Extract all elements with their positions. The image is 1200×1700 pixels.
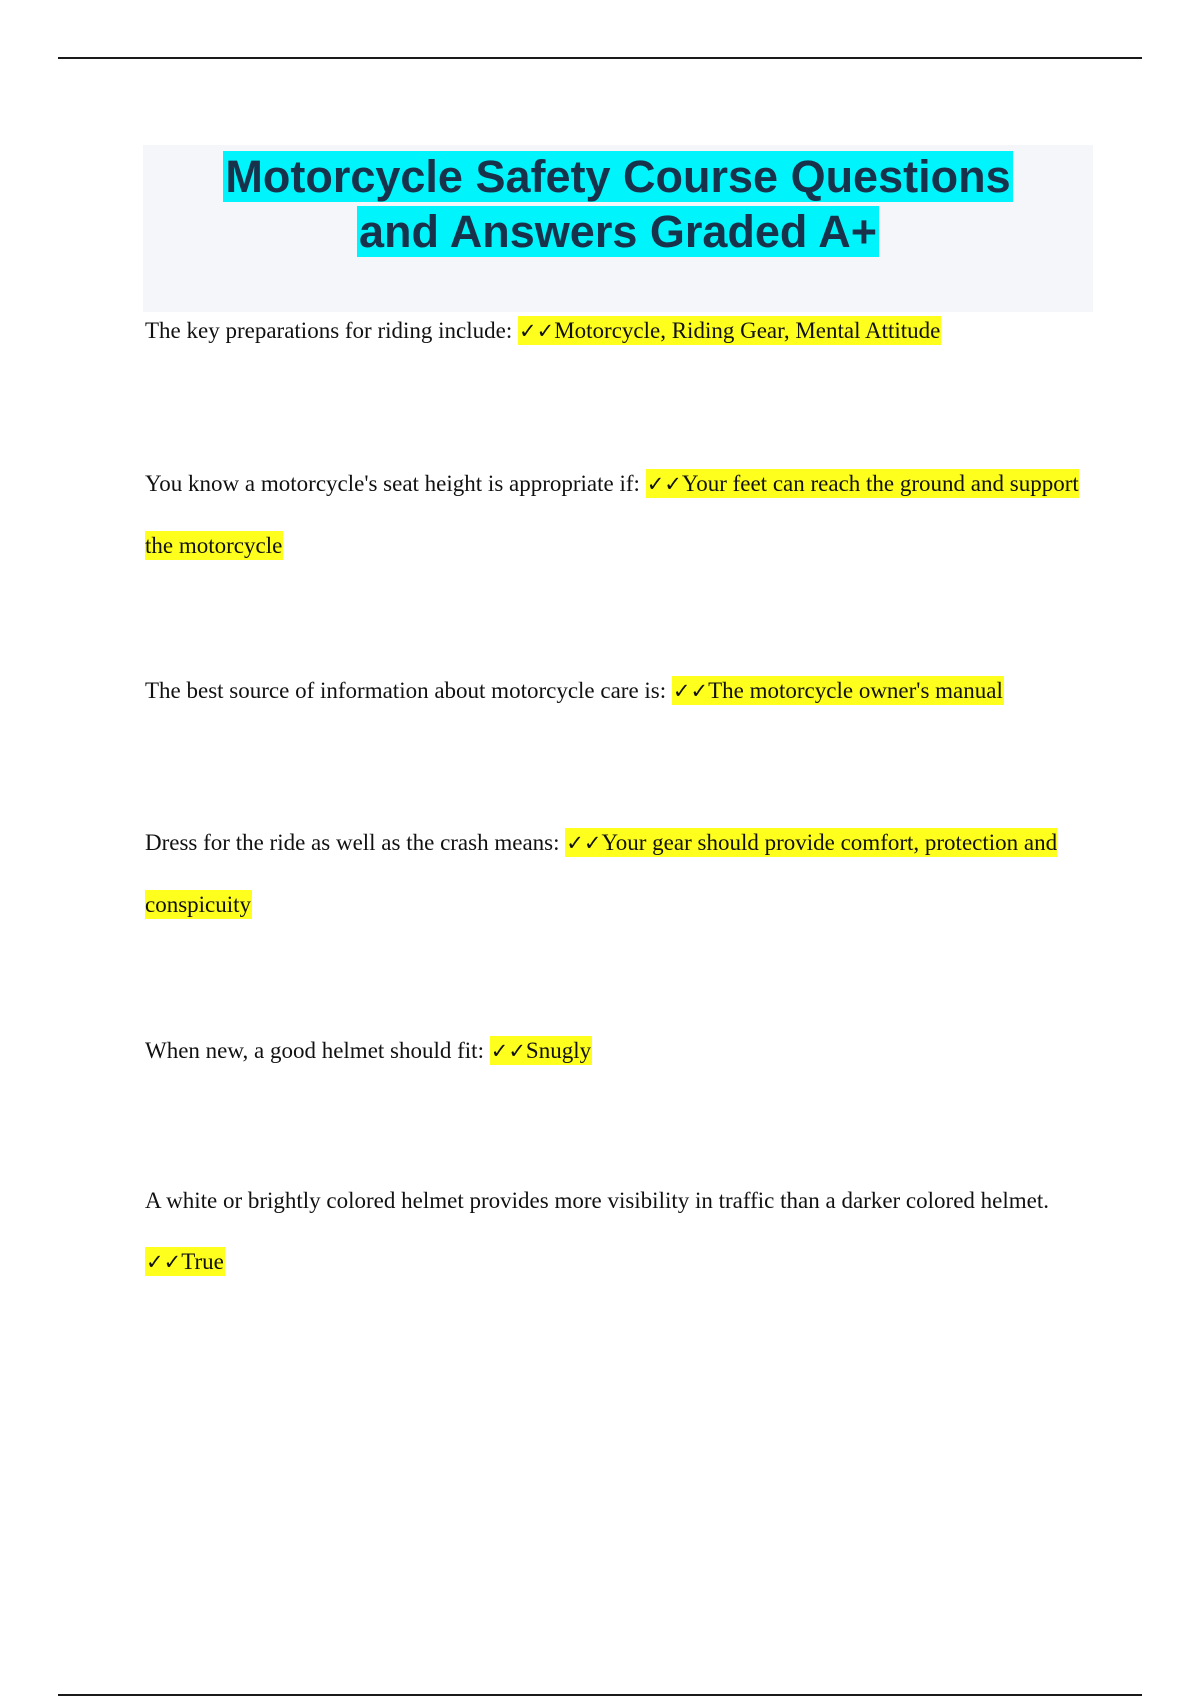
double-check-icon: ✓✓ (646, 472, 682, 496)
answer-text: The motorcycle owner's manual (708, 678, 1003, 703)
document-title-line-1: Motorcycle Safety Course Questions (225, 151, 1011, 202)
double-check-icon: ✓✓ (566, 831, 602, 855)
footer-rule (58, 1694, 1142, 1696)
qa-item (145, 300, 1085, 362)
answer-text: Motorcycle, Riding Gear, Mental Attitude (554, 318, 941, 343)
question-text: Dress for the ride as well as the crash means: (145, 830, 560, 855)
document-title-line-2: and Answers Graded A+ (358, 206, 878, 257)
question-text: When new, a good helmet should fit: (145, 1038, 484, 1063)
double-check-icon: ✓✓ (490, 1039, 526, 1063)
qa-item (145, 660, 1085, 722)
question-text: A white or brightly colored helmet provides more visibility in traffic than a darker colored helmet. (145, 1188, 1049, 1213)
answer-highlight (490, 1036, 592, 1065)
answer-text: Your gear should provide comfort, protection and conspicuity (145, 830, 1058, 917)
title-block (143, 145, 1093, 312)
answer-text: Snugly (525, 1038, 592, 1063)
answer-highlight (145, 1247, 225, 1276)
question-text: The best source of information about motorcycle care is: (145, 678, 667, 703)
header-rule (58, 57, 1142, 59)
question-text: The key preparations for riding include: (145, 318, 513, 343)
document-title (143, 145, 1093, 259)
qa-item (145, 1170, 1085, 1293)
double-check-icon: ✓✓ (672, 679, 709, 703)
answer-highlight (672, 676, 1004, 705)
qa-item (145, 1020, 1085, 1082)
answer-text: True (181, 1249, 224, 1274)
answer-text: Your feet can reach the ground and support the motorcycle (145, 471, 1079, 558)
qa-item (145, 453, 1085, 576)
answer-highlight (518, 316, 941, 345)
double-check-icon: ✓✓ (146, 1250, 182, 1274)
double-check-icon: ✓✓ (519, 319, 555, 343)
qa-item (145, 812, 1085, 935)
question-text: You know a motorcycle's seat height is appropriate if: (145, 471, 640, 496)
